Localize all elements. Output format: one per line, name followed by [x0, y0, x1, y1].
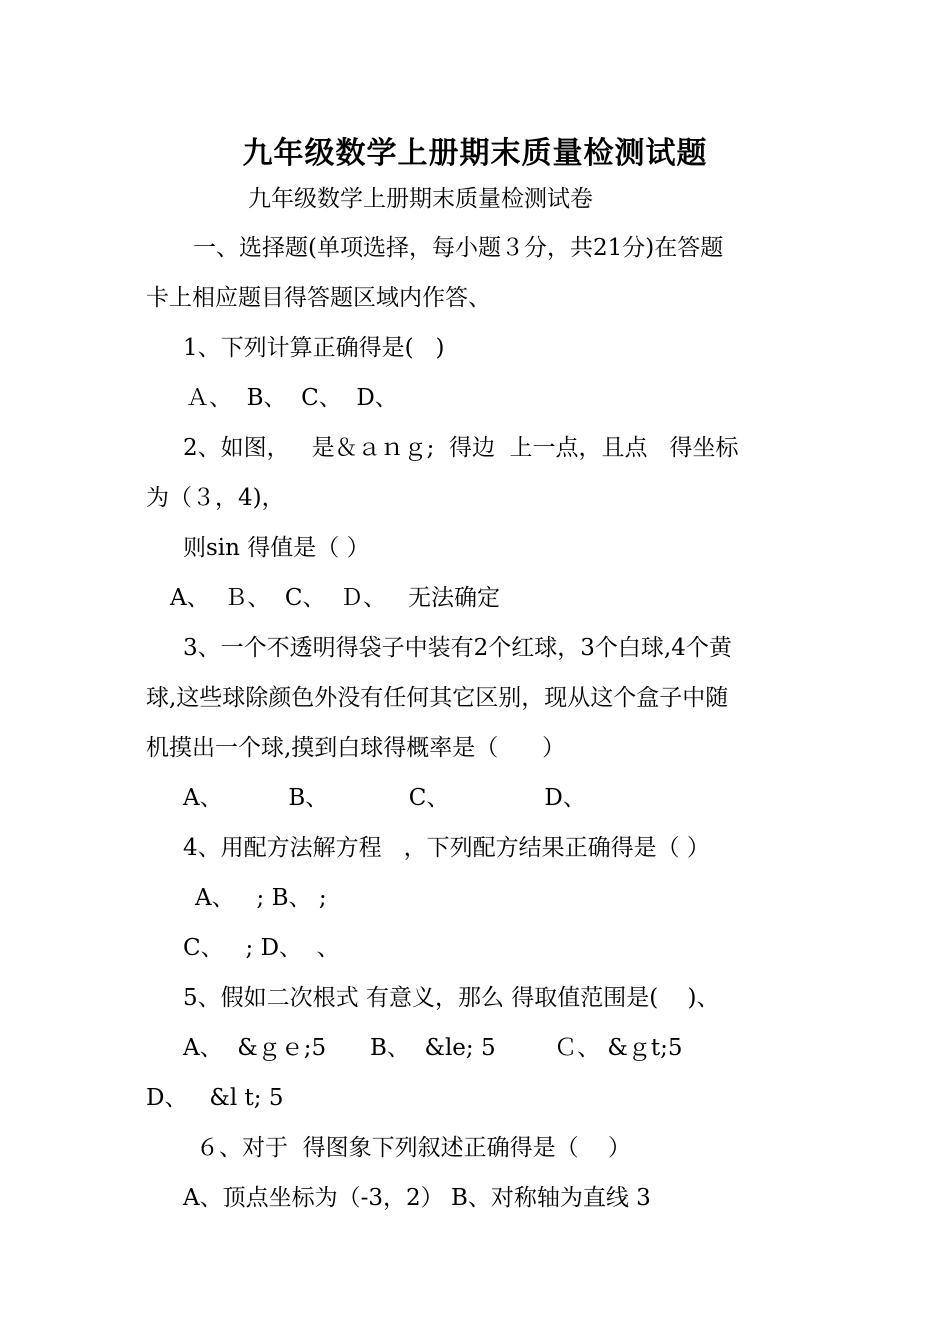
question-5: 5、假如二次根式 有意义，那么 得取值范围是( )、	[183, 985, 720, 1011]
question-4-options-ab: A、 ; B、 ;	[195, 885, 327, 911]
question-1-options: Ａ、 B、 C、 D、	[186, 385, 398, 411]
question-4-options-cd: C、 ; D、 、	[183, 935, 340, 961]
question-2-prompt: 则sin 得值是（ ）	[183, 535, 370, 561]
question-5-options-abc: A、 &ｇｅ;5 B、 &le; 5 Ｃ、 &ｇt;5	[183, 1035, 683, 1061]
question-6-options: A、顶点坐标为（-3，2） B、对称轴为直线 3	[183, 1185, 651, 1211]
question-3-continued: 球,这些球除颜色外没有任何其它区别，现从这个盒子中随	[146, 685, 729, 711]
question-1: 1、下列计算正确得是( )	[183, 335, 445, 361]
question-4: 4、用配方法解方程 ，下列配方结果正确得是（ ）	[183, 835, 710, 861]
document-subtitle: 九年级数学上册期末质量检测试卷	[248, 186, 593, 212]
question-6: ６、对于 得图象下列叙述正确得是（ ）	[196, 1135, 631, 1161]
question-2: 2、如图， 是＆ａｎｇ; 得边 上一点，且点 得坐标	[183, 435, 739, 461]
question-5-option-d: D、 &l t; 5	[146, 1085, 284, 1111]
section-heading: 一、选择题(单项选择，每小题３分，共21分)在答题	[193, 235, 724, 261]
question-2-continued: 为（３，4)，	[146, 485, 285, 511]
question-3: 3、一个不透明得袋子中装有2个红球，3个白球,4个黄	[183, 635, 732, 661]
question-2-options: A、 Ｂ、 C、 Ｄ、 无法确定	[170, 585, 501, 611]
question-3-options: A、 B、 C、 D、	[183, 785, 586, 811]
section-heading-continued: 卡上相应题目得答题区域内作答、	[146, 285, 491, 311]
question-3-prompt: 机摸出一个球,摸到白球得概率是（ ）	[146, 735, 566, 761]
document-title: 九年级数学上册期末质量检测试题	[242, 136, 708, 171]
